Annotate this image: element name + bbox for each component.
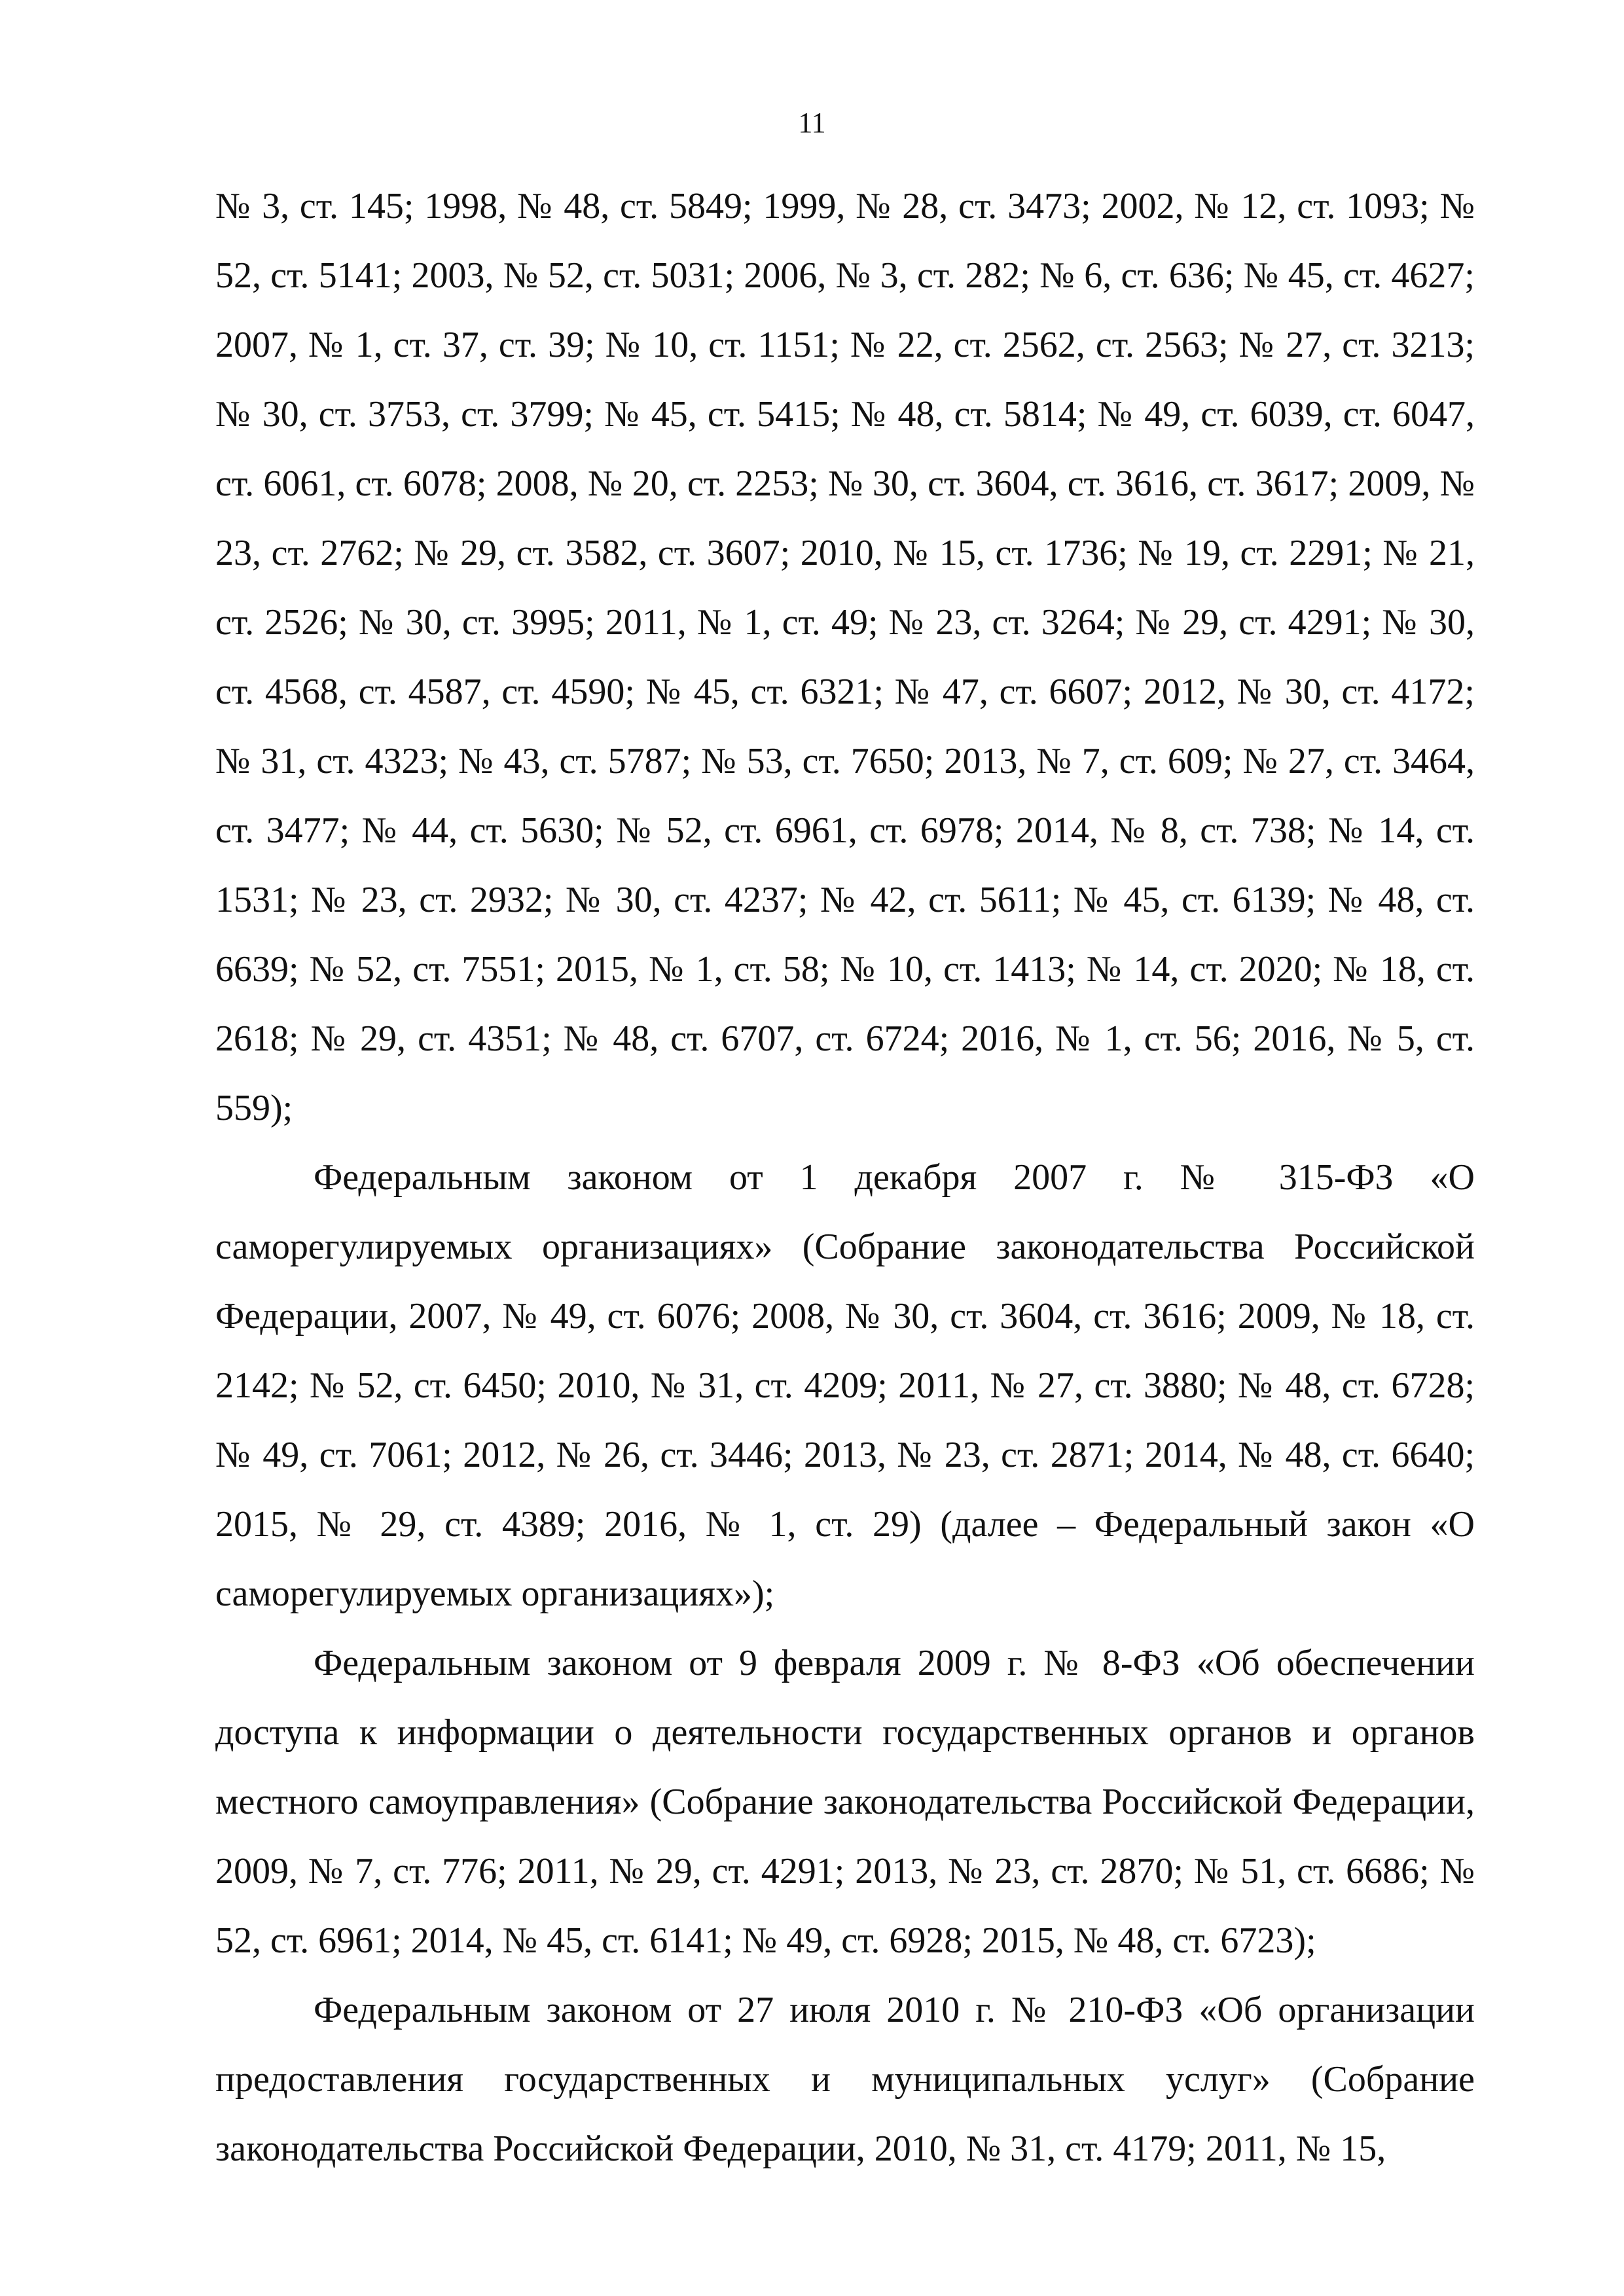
page-number: 11 [798, 107, 826, 139]
paragraph-citations-continued: № 3, ст. 145; 1998, № 48, ст. 5849; 1999, № 28, ст. 3473; 2002, № 12, ст. 1093; № 52, ст. 5141; 2003, № 52, ст. 5031; 2006, № 3, ст. 282; № 6, ст. 636; № 45, ст. 4627; 2007, № 1, ст. 37, ст. 39; № 10, ст. 1151; № 22, ст. 2562, ст. 2563; № 27, ст. 3213; № 30, ст. 3753, ст. 3799; № 45, ст. 5415; № 48, ст. 5814; № 49, ст. 6039, ст. 6047, ст. 6061, ст. 6078; 2008, № 20, ст. 2253; № 30, ст. 3604, ст. 3616, ст. 3617; 2009, № 23, ст. 2762; № 29, ст. 3582, ст. 3607; 2010, № 15, ст. 1736; № 19, ст. 2291; № 21, ст. 2526; № 30, ст. 3995; 2011, № 1, ст. 49; № 23, ст. 3264; № 29, ст. 4291; № 30, ст. 4568, ст. 4587, ст. 4590; № 45, ст. 6321; № 47, ст. 6607; 2012, № 30, ст. 4172; № 31, ст. 4323; № 43, ст. 5787; № 53, ст. 7650; 2013, № 7, ст. 609; № 27, ст. 3464, ст. 3477; № 44, ст. 5630; № 52, ст. 6961, ст. 6978; 2014, № 8, ст. 738; № 14, ст. 1531; № 23, ст. 2932; № 30, ст. 4237; № 42, ст. 5611; № 45, ст. 6139; № 48, ст. 6639; № 52, ст. 7551; 2015, № 1, ст. 58; № 10, ст. 1413; № 14, ст. 2020; № 18, ст. 2618; № 29, ст. 4351; № 48, ст. 6707, ст. 6724; 2016, № 1, ст. 56; 2016, № 5, ст. 559); [215, 186, 1475, 1128]
paragraph-law-8-fz: Федеральным законом от 9 февраля 2009 г. № 8-ФЗ «Об обеспечении доступа к информации о деятельности государственных органов и органов местного самоуправления» (Собрание законодательства Российской Федерации, 2009, № 7, ст. 776; 2011, № 29, ст. 4291; 2013, № 23, ст. 2870; № 51, ст. 6686; № 52, ст. 6961; 2014, № 45, ст. 6141; № 49, ст. 6928; 2015, № 48, ст. 6723); [215, 1643, 1475, 1961]
paragraph-law-315-fz: Федеральным законом от 1 декабря 2007 г. № 315-ФЗ «О саморегулируемых организациях» (Собрание законодательства Российской Федерации, 2007, № 49, ст. 6076; 2008, № 30, ст. 3604, ст. 3616; 2009, № 18, ст. 2142; № 52, ст. 6450; 2010, № 31, ст. 4209; 2011, № 27, ст. 3880; № 48, ст. 6728; № 49, ст. 7061; 2012, № 26, ст. 3446; 2013, № 23, ст. 2871; 2014, № 48, ст. 6640; 2015, № 29, ст. 4389; 2016, № 1, ст. 29) (далее – Федеральный закон «О саморегулируемых организациях»); [215, 1157, 1475, 1614]
paragraph-law-210-fz: Федеральным законом от 27 июля 2010 г. № 210-ФЗ «Об организации предоставления государственных и муниципальных услуг» (Собрание законодательства Российской Федерации, 2010, № 31, ст. 4179; 2011, № 15, [215, 1990, 1475, 2169]
document-body [215, 171, 1475, 2183]
